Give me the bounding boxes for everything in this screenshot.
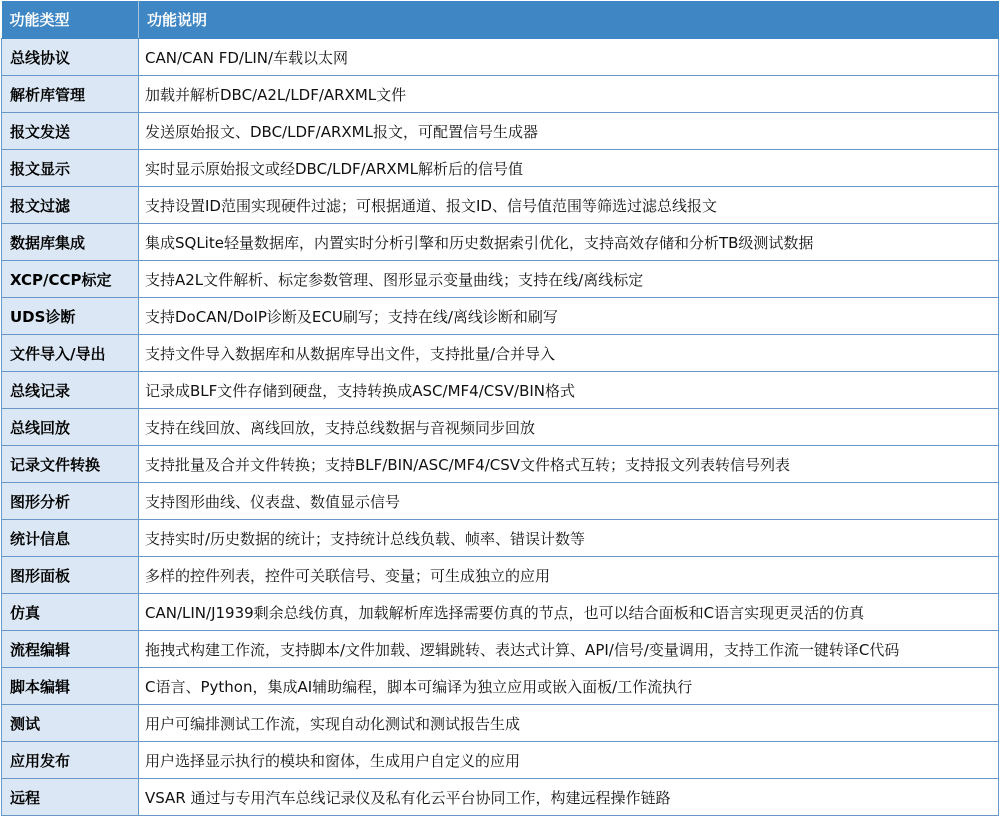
function-description-cell: 用户选择显示执行的模块和窗体，生成用户自定义的应用 (139, 742, 999, 779)
table-row (2, 409, 999, 446)
function-type-cell: 图形分析 (2, 483, 139, 520)
function-description-cell: 用户可编排测试工作流，实现自动化测试和测试报告生成 (139, 705, 999, 742)
function-type-cell: 应用发布 (2, 742, 139, 779)
function-type-cell: 报文显示 (2, 150, 139, 187)
table-row (2, 335, 999, 372)
function-type-cell: 总线协议 (2, 39, 139, 76)
function-type-cell: UDS诊断 (2, 298, 139, 335)
function-type-cell: 报文发送 (2, 113, 139, 150)
function-type-cell: 测试 (2, 705, 139, 742)
function-description-cell: 支持A2L文件解析、标定参数管理、图形显示变量曲线；支持在线/离线标定 (139, 261, 999, 298)
function-type-cell: 总线记录 (2, 372, 139, 409)
function-description-cell: 记录成BLF文件存储到硬盘，支持转换成ASC/MF4/CSV/BIN格式 (139, 372, 999, 409)
function-type-cell: 流程编辑 (2, 631, 139, 668)
header-function-type: 功能类型 (2, 1, 139, 39)
function-description-cell: 支持批量及合并文件转换；支持BLF/BIN/ASC/MF4/CSV文件格式互转；支持报文列表转信号列表 (139, 446, 999, 483)
table-row (2, 187, 999, 224)
header-function-description: 功能说明 (139, 1, 999, 39)
table-row (2, 39, 999, 76)
table-row (2, 446, 999, 483)
function-type-cell: XCP/CCP标定 (2, 261, 139, 298)
function-type-cell: 图形面板 (2, 557, 139, 594)
table-row (2, 76, 999, 113)
header-row (2, 1, 999, 39)
table-row (2, 520, 999, 557)
function-description-cell: CAN/CAN FD/LIN/车载以太网 (139, 39, 999, 76)
function-description-cell: 多样的控件列表，控件可关联信号、变量；可生成独立的应用 (139, 557, 999, 594)
table-row (2, 594, 999, 631)
function-type-cell: 解析库管理 (2, 76, 139, 113)
function-description-cell: 支持实时/历史数据的统计；支持统计总线负载、帧率、错误计数等 (139, 520, 999, 557)
table-row (2, 705, 999, 742)
function-type-cell: 统计信息 (2, 520, 139, 557)
table-row (2, 372, 999, 409)
function-description-cell: 实时显示原始报文或经DBC/LDF/ARXML解析后的信号值 (139, 150, 999, 187)
function-description-cell: 支持文件导入数据库和从数据库导出文件，支持批量/合并导入 (139, 335, 999, 372)
table-row (2, 150, 999, 187)
function-description-cell: C语言、Python，集成AI辅助编程，脚本可编译为独立应用或嵌入面板/工作流执行 (139, 668, 999, 705)
table-row (2, 298, 999, 335)
table-row (2, 742, 999, 779)
function-type-cell: 记录文件转换 (2, 446, 139, 483)
function-description-cell: 拖拽式构建工作流，支持脚本/文件加载、逻辑跳转、表达式计算、API/信号/变量调用，支持工作流一键转译C代码 (139, 631, 999, 668)
feature-table (1, 1, 999, 816)
function-type-cell: 文件导入/导出 (2, 335, 139, 372)
function-type-cell: 总线回放 (2, 409, 139, 446)
table-row (2, 668, 999, 705)
function-type-cell: 数据库集成 (2, 224, 139, 261)
function-description-cell: 支持图形曲线、仪表盘、数值显示信号 (139, 483, 999, 520)
table-row (2, 224, 999, 261)
table-row (2, 631, 999, 668)
function-description-cell: 发送原始报文、DBC/LDF/ARXML报文，可配置信号生成器 (139, 113, 999, 150)
function-description-cell: VSAR 通过与专用汽车总线记录仪及私有化云平台协同工作，构建远程操作链路 (139, 779, 999, 816)
function-type-cell: 脚本编辑 (2, 668, 139, 705)
function-type-cell: 仿真 (2, 594, 139, 631)
function-type-cell: 报文过滤 (2, 187, 139, 224)
function-description-cell: 支持设置ID范围实现硬件过滤；可根据通道、报文ID、信号值范围等筛选过滤总线报文 (139, 187, 999, 224)
function-description-cell: 支持在线回放、离线回放，支持总线数据与音视频同步回放 (139, 409, 999, 446)
function-description-cell: 支持DoCAN/DoIP诊断及ECU刷写；支持在线/离线诊断和刷写 (139, 298, 999, 335)
function-description-cell: 集成SQLite轻量数据库，内置实时分析引擎和历史数据索引优化，支持高效存储和分析TB级测试数据 (139, 224, 999, 261)
table-row (2, 483, 999, 520)
function-type-cell: 远程 (2, 779, 139, 816)
table-body (2, 39, 999, 816)
table-row (2, 557, 999, 594)
table-row (2, 261, 999, 298)
function-description-cell: 加载并解析DBC/A2L/LDF/ARXML文件 (139, 76, 999, 113)
function-description-cell: CAN/LIN/J1939剩余总线仿真，加载解析库选择需要仿真的节点，也可以结合面板和C语言实现更灵活的仿真 (139, 594, 999, 631)
table-row (2, 779, 999, 816)
table-row (2, 113, 999, 150)
